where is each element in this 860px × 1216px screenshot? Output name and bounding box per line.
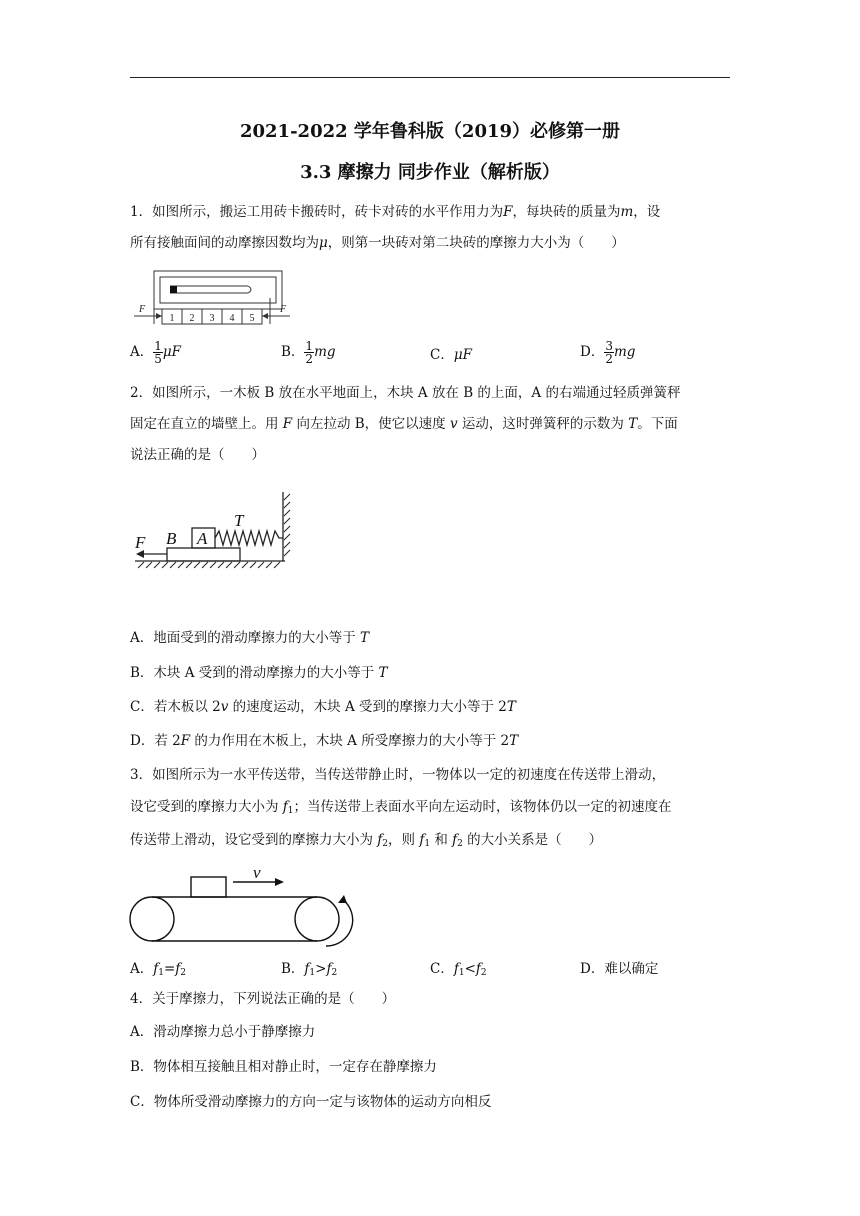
q2-label-T: T bbox=[234, 511, 244, 530]
q3-stem-line-3: 传送带上滑动，设它受到的摩擦力大小为 $f_2$，则 $f_1$ 和 $f_2$ 的大小关系是（ ） bbox=[130, 832, 603, 849]
q4-option-c[interactable]: C．物体所受滑动摩擦力的方向一定与该物体的运动方向相反 bbox=[130, 1094, 492, 1110]
q4-stem: 4．关于摩擦力，下列说法正确的是（ ） bbox=[130, 991, 396, 1007]
q2-option-c[interactable]: C．若木板以 2v 的速度运动，木块 A 受到的摩擦力大小等于 2T bbox=[130, 699, 516, 715]
q2-stem-line-2: 固定在直立的墙壁上。用 F 向左拉动 B，使它以速度 v 运动，这时弹簧秤的示数为 T。下面 bbox=[130, 416, 678, 432]
brick-label-5: 5 bbox=[249, 313, 255, 324]
q3-option-c[interactable]: C．$f_1<f_2$ bbox=[430, 961, 487, 978]
q3-stem-line-1: 3．如图所示为一水平传送带，当传送带静止时，一物体以一定的初速度在传送带上滑动， bbox=[130, 767, 666, 783]
q1-stem-line-2: 所有接触面间的动摩擦因数均为μ，则第一块砖对第二块砖的摩擦力大小为（ ） bbox=[130, 235, 625, 251]
q2-option-a[interactable]: A．地面受到的滑动摩擦力的大小等于 T bbox=[130, 630, 370, 646]
brick-label-1: 1 bbox=[169, 313, 175, 324]
q2-label-A: A bbox=[197, 529, 208, 548]
force-label-right: F bbox=[279, 304, 287, 315]
q1-option-a[interactable]: A． $\frac{1}{5}$ μF bbox=[130, 339, 182, 366]
q1-option-d[interactable]: D． $\frac{3}{2}$ mg bbox=[580, 339, 636, 366]
q2-label-F: F bbox=[135, 533, 146, 552]
q3-option-a[interactable]: A．$f_1=f_2$ bbox=[130, 961, 187, 978]
q3-option-d[interactable]: D．难以确定 bbox=[580, 961, 659, 977]
q1-option-c[interactable]: C．μF bbox=[430, 347, 472, 363]
q3-stem-line-2: 设它受到的摩擦力大小为 $f_1$；当传送带上表面水平向左运动时，该物体仍以一定的初速度在 bbox=[130, 799, 672, 816]
brick-label-3: 3 bbox=[209, 313, 215, 324]
header-rule bbox=[130, 77, 730, 78]
q3-option-b[interactable]: B．$f_1>f_2$ bbox=[281, 961, 338, 978]
q2-option-d[interactable]: D．若 2F 的力作用在木板上，木块 A 所受摩擦力的大小等于 2T bbox=[130, 733, 519, 749]
q4-option-b[interactable]: B．物体相互接触且相对静止时，一定存在静摩擦力 bbox=[130, 1059, 437, 1075]
title-line-1: 2021-2022 学年鲁科版（2019）必修第一册 bbox=[239, 121, 621, 142]
q2-board-spring-figure bbox=[130, 486, 295, 576]
q1-stem-line-1: 1．如图所示，搬运工用砖卡搬砖时，砖卡对砖的水平作用力为F，每块砖的质量为m，设 bbox=[130, 204, 661, 220]
force-label-left: F bbox=[138, 304, 146, 315]
q1-brick-clamp-figure bbox=[130, 268, 295, 326]
q1-option-b[interactable]: B． $\frac{1}{2}$ mg bbox=[281, 339, 336, 366]
q3-conveyor-figure bbox=[128, 863, 360, 948]
q2-option-b[interactable]: B．木块 A 受到的滑动摩擦力的大小等于 T bbox=[130, 665, 388, 681]
title-line-2: 3.3 摩擦力 同步作业（解析版） bbox=[300, 162, 560, 183]
q3-label-v: v bbox=[253, 863, 261, 882]
q2-label-B: B bbox=[166, 529, 177, 548]
q2-stem-line-3: 说法正确的是（ ） bbox=[130, 447, 265, 463]
brick-label-4: 4 bbox=[229, 313, 235, 324]
brick-label-2: 2 bbox=[189, 313, 195, 324]
q2-stem-line-1: 2．如图所示，一木板 B 放在水平地面上，木块 A 放在 B 的上面，A 的右端通过轻质弹簧秤 bbox=[130, 385, 681, 401]
q4-option-a[interactable]: A．滑动摩擦力总小于静摩擦力 bbox=[130, 1024, 316, 1040]
